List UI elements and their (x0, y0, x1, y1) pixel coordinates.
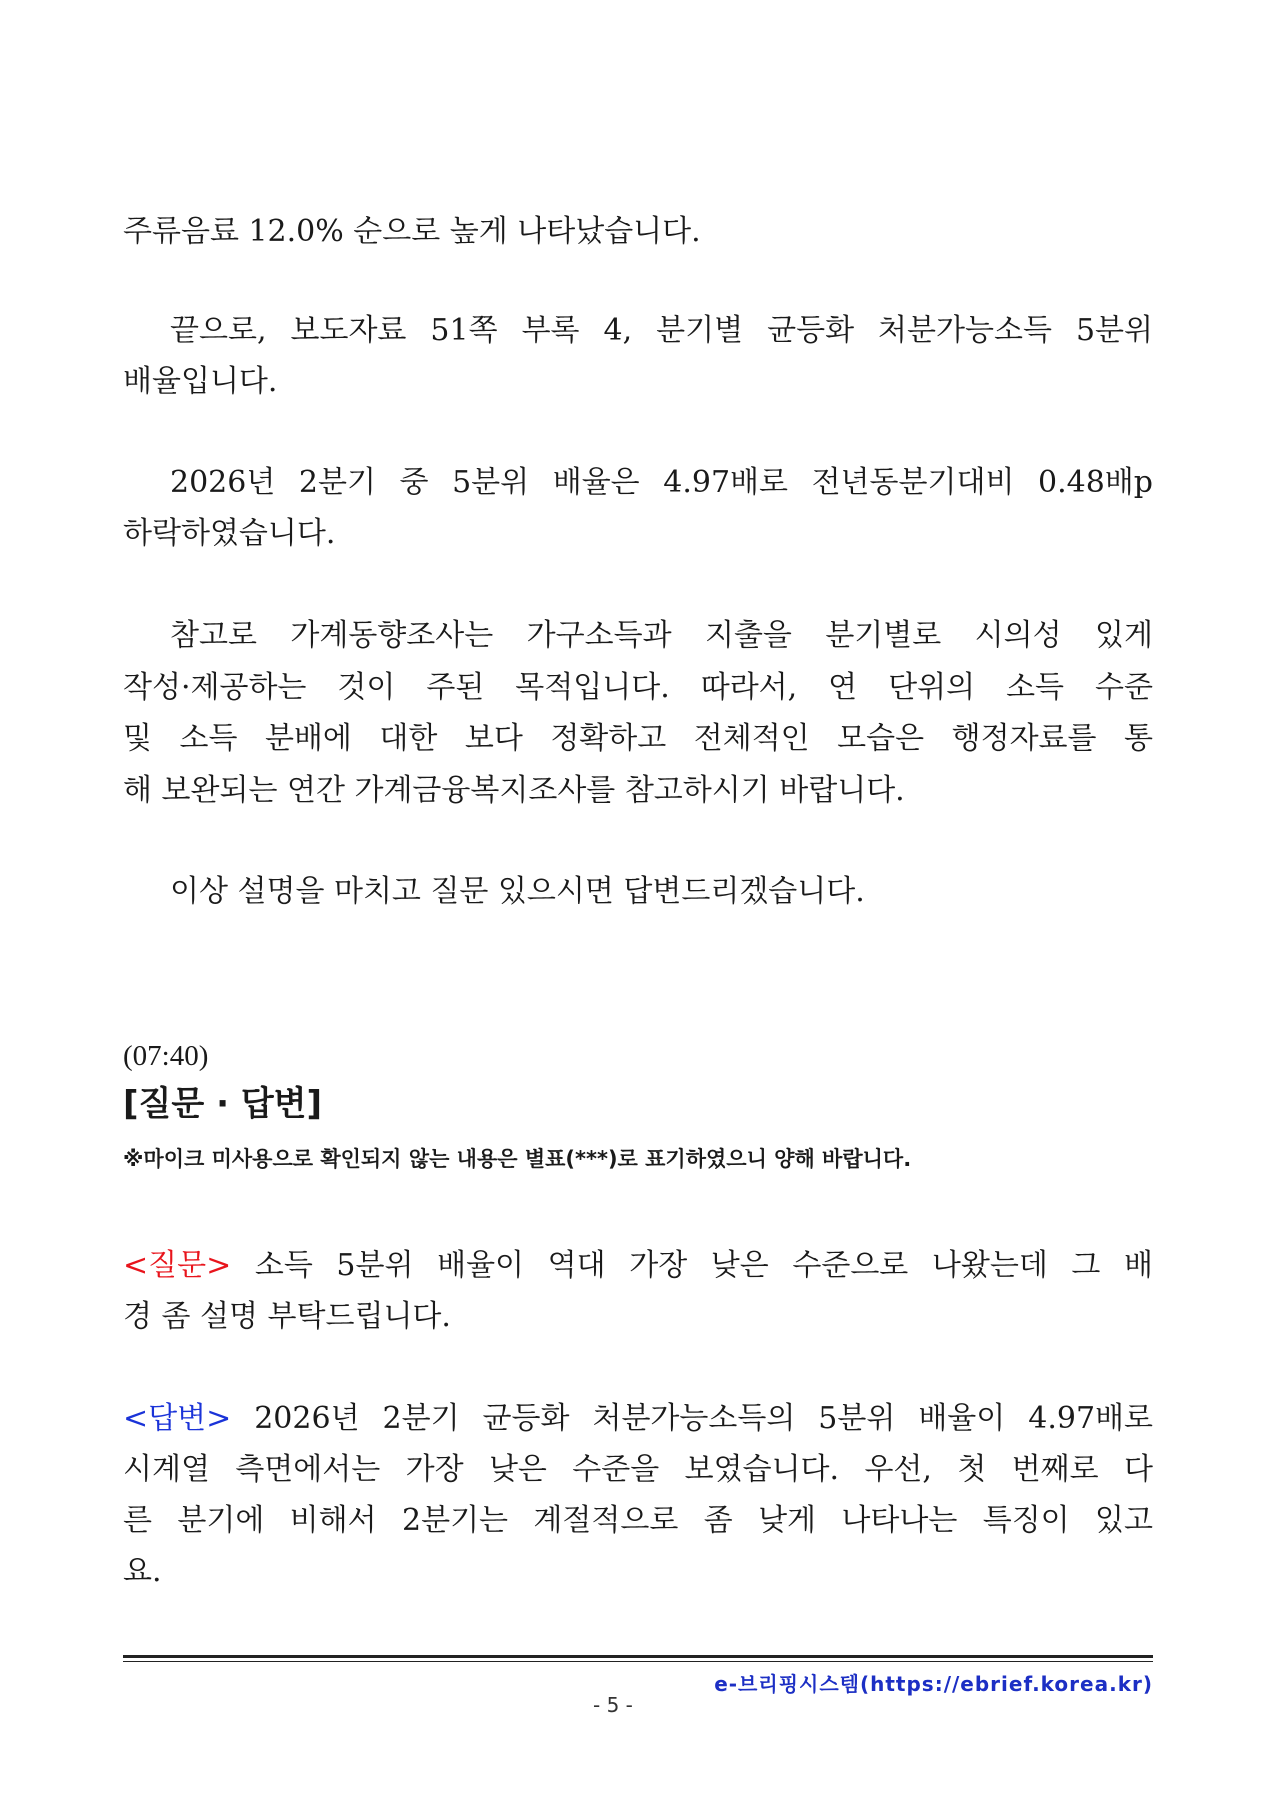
qa-section-heading: [질문 · 답변] (123, 1084, 323, 1124)
answer-line: 른 분기에 비해서 2분기는 계절적으로 좀 낮게 나타나는 특징이 있고 (123, 1503, 1153, 1538)
paragraph-line: 참고로 가계동향조사는 가구소득과 지출을 분기별로 시의성 있게 (170, 618, 1153, 653)
footer-rule (123, 1661, 1153, 1662)
paragraph-line: 배율입니다. (123, 364, 278, 399)
paragraph-line: 작성·제공하는 것이 주된 목적입니다. 따라서, 연 단위의 소득 수준 (123, 670, 1153, 705)
answer-tag: <답변> (123, 1401, 232, 1436)
paragraph-line: 및 소득 분배에 대한 보다 정확하고 전체적인 모습은 행정자료를 통 (123, 721, 1153, 756)
question-text: 소득 5분위 배율이 역대 가장 낮은 수준으로 나왔는데 그 배 (254, 1248, 1153, 1283)
question-tag: <질문> (123, 1248, 232, 1283)
answer-line: 요. (123, 1554, 162, 1589)
microphone-notice: ※마이크 미사용으로 확인되지 않는 내용은 별표(***)로 표기하였으니 양해 바랍니다. (123, 1147, 912, 1171)
answer-line (123, 1393, 1153, 1445)
footer-rule (123, 1655, 1153, 1658)
footer-site-link[interactable]: e-브리핑시스템(https://ebrief.korea.kr) (714, 1672, 1153, 1696)
paragraph-line: 2026년 2분기 중 5분위 배율은 4.97배로 전년동분기대비 0.48배p (170, 465, 1153, 500)
paragraph-line: 하락하였습니다. (123, 516, 336, 551)
paragraph-line: 끝으로, 보도자료 51쪽 부록 4, 분기별 균등화 처분가능소득 5분위 (170, 313, 1153, 348)
question-line: 경 좀 설명 부탁드립니다. (123, 1299, 451, 1334)
question-line (123, 1240, 1153, 1292)
document-page (123, 0, 1153, 1800)
answer-text: 2026년 2분기 균등화 처분가능소득의 5분위 배율이 4.97배로 (254, 1401, 1153, 1436)
answer-line: 시계열 측면에서는 가장 낮은 수준을 보였습니다. 우선, 첫 번째로 다 (123, 1452, 1153, 1487)
timestamp: (07:40) (123, 1040, 209, 1072)
paragraph-line: 주류음료 12.0% 순으로 높게 나타났습니다. (123, 214, 701, 249)
paragraph-line: 해 보완되는 연간 가계금융복지조사를 참고하시기 바랍니다. (123, 773, 905, 808)
paragraph-line: 이상 설명을 마치고 질문 있으시면 답변드리겠습니다. (170, 874, 865, 909)
page-number: - 5 - (593, 1693, 633, 1717)
